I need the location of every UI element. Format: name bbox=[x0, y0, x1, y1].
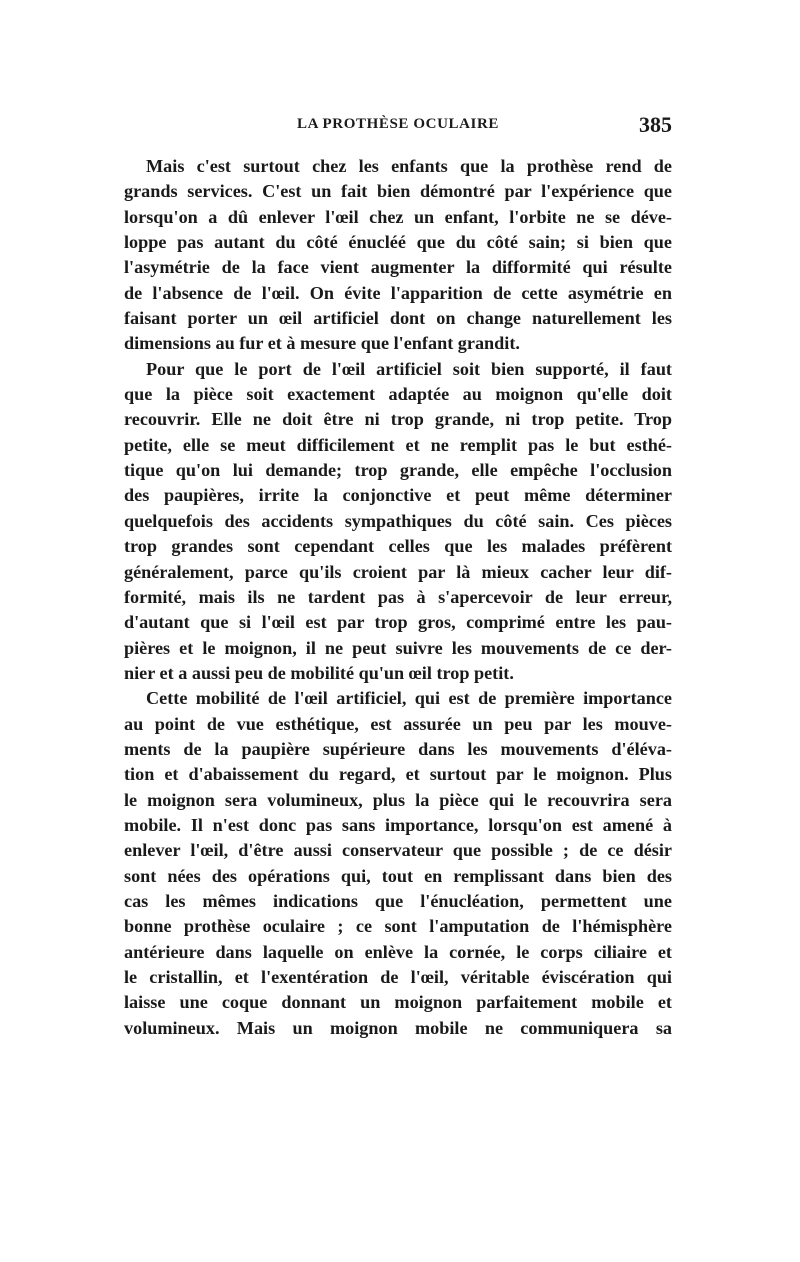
text-line: Mais c'est surtout chez les enfants que la prothèse rend de bbox=[146, 156, 672, 176]
text-line: le moignon sera volumineux, plus la pièce qui le recouvrira sera bbox=[124, 789, 672, 810]
paragraph bbox=[124, 686, 672, 1041]
text-line: volumineux. Mais un moignon mobile ne communiquera sa bbox=[124, 1017, 672, 1038]
text-line: quelquefois des accidents sympathiques du côté sain. Ces pièces bbox=[124, 510, 672, 531]
text-line: ments de la paupière supérieure dans les mouvements d'éléva- bbox=[124, 738, 672, 759]
text-line: cas les mêmes indications que l'énucléation, permettent une bbox=[124, 890, 672, 911]
text-line: sont nées des opérations qui, tout en remplissant dans bien des bbox=[124, 865, 672, 886]
text-line: nier et a aussi peu de mobilité qu'un œil trop petit. bbox=[124, 662, 514, 683]
text-line: Cette mobilité de l'œil artificiel, qui est de première importance bbox=[146, 688, 672, 709]
text-line: de l'absence de l'œil. On évite l'apparition de cette asymétrie en bbox=[124, 282, 672, 303]
text-line: grands services. C'est un fait bien démontré par l'expérience que bbox=[124, 181, 672, 202]
text-line: au point de vue esthétique, est assurée un peu par les mouve- bbox=[124, 713, 672, 734]
page-number: 385 bbox=[639, 112, 672, 137]
page-header bbox=[124, 112, 672, 142]
text-line: petite, elle se meut difficilement et ne remplit pas le but esthé- bbox=[124, 434, 672, 455]
text-line: bonne prothèse oculaire ; ce sont l'amputation de l'hémisphère bbox=[124, 916, 672, 937]
text-line: tion et d'abaissement du regard, et surtout par le moignon. Plus bbox=[124, 764, 672, 785]
text-line: des paupières, irrite la conjonctive et peut même déterminer bbox=[124, 485, 672, 506]
text-line: enlever l'œil, d'être aussi conservateur que possible ; de ce désir bbox=[124, 840, 672, 861]
paragraph bbox=[124, 154, 672, 357]
text-line: recouvrir. Elle ne doit être ni trop grande, ni trop petite. Trop bbox=[124, 409, 672, 430]
text-line: tique qu'on lui demande; trop grande, elle empêche l'occlusion bbox=[124, 460, 672, 481]
book-page bbox=[124, 112, 672, 1041]
text-line: l'asymétrie de la face vient augmenter la difformité qui résulte bbox=[124, 257, 672, 278]
text-line: lorsqu'on a dû enlever l'œil chez un enfant, l'orbite ne se déve- bbox=[124, 206, 672, 227]
running-title: LA PROTHÈSE OCULAIRE bbox=[296, 116, 500, 132]
text-line: Pour que le port de l'œil artificiel soit bien supporté, il faut bbox=[146, 358, 672, 379]
text-line: d'autant que si l'œil est par trop gros, comprimé entre les pau- bbox=[124, 612, 672, 633]
text-line: antérieure dans laquelle on enlève la cornée, le corps ciliaire et bbox=[124, 941, 672, 962]
paragraph bbox=[124, 357, 672, 686]
body-text bbox=[124, 154, 672, 1041]
text-line: trop grandes sont cependant celles que les malades préfèrent bbox=[124, 536, 672, 557]
text-line: laisse une coque donnant un moignon parfaitement mobile et bbox=[124, 992, 672, 1013]
text-line: loppe pas autant du côté énucléé que du côté sain; si bien que bbox=[124, 232, 672, 253]
text-line: formité, mais ils ne tardent pas à s'apercevoir de leur erreur, bbox=[124, 586, 672, 607]
text-line: pières et le moignon, il ne peut suivre les mouvements de ce der- bbox=[124, 637, 672, 658]
text-line: mobile. Il n'est donc pas sans importance, lorsqu'on est amené à bbox=[124, 814, 672, 835]
text-line: dimensions au fur et à mesure que l'enfant grandit. bbox=[124, 333, 520, 354]
text-line: le cristallin, et l'exentération de l'œil, véritable éviscération qui bbox=[124, 967, 672, 987]
text-line: faisant porter un œil artificiel dont on change naturellement les bbox=[124, 308, 672, 329]
text-line: que la pièce soit exactement adaptée au moignon qu'elle doit bbox=[124, 384, 672, 405]
text-line: généralement, parce qu'ils croient par là mieux cacher leur dif- bbox=[124, 561, 672, 582]
